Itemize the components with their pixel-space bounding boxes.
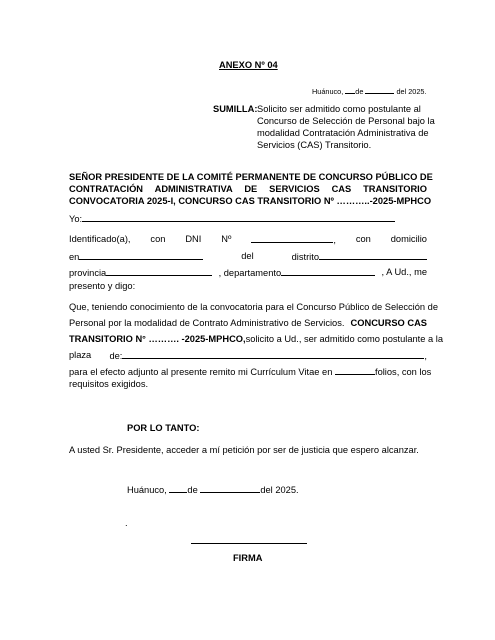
body-line-6: requisitos exigidos. xyxy=(69,379,149,389)
con-label-2: con xyxy=(355,234,371,244)
identificado-label: Identificado(a), xyxy=(69,234,131,244)
identificado-line xyxy=(69,233,427,246)
folios-field[interactable] xyxy=(335,365,375,375)
addressee-line-1: SEÑOR PRESIDENTE DE LA COMITÉ PERMANENTE DE CONCURSO PÚBLICO DE xyxy=(69,172,433,182)
firma-label: FIRMA xyxy=(233,553,263,563)
closing-day-field[interactable] xyxy=(169,483,187,493)
body-line-2 xyxy=(69,317,427,329)
sumilla-line-4: Servicios (CAS) Transitorio. xyxy=(257,140,372,150)
plaza-field[interactable] xyxy=(122,349,424,359)
yo-line xyxy=(69,212,395,225)
header-date-de: de xyxy=(355,87,364,96)
comma: , xyxy=(333,235,336,245)
dni-field[interactable] xyxy=(251,233,333,243)
address-field[interactable] xyxy=(79,250,203,260)
body-line-3-bold: TRANSITORIO N° ………. -2025-MPHCO, xyxy=(69,334,246,344)
sumilla-line-3: modalidad Contratación Administrativa de xyxy=(257,128,429,138)
plaza-de-label: de: xyxy=(109,351,123,361)
body-line-5-text: para el efecto adjunto al presente remito mi Currículum Vitae en xyxy=(69,367,333,377)
body-line-3 xyxy=(69,333,443,345)
domicilio-label: domicilio xyxy=(390,234,427,244)
header-date-line xyxy=(312,84,427,97)
signature-line[interactable] xyxy=(191,543,307,544)
presento-line: presento y digo: xyxy=(69,281,136,291)
del-label: del xyxy=(241,251,254,261)
body-line-2-bold: CONCURSO CAS xyxy=(350,318,427,328)
closing-request: A usted Sr. Presidente, acceder a mí petición por ser de justicia que espero alcanzar. xyxy=(69,445,419,455)
body-line-3-text: solicito a Ud., ser admitido como postulante a la xyxy=(245,334,443,344)
province-field[interactable] xyxy=(106,266,212,276)
closing-date-city: Huánuco, xyxy=(127,485,167,495)
day-blank[interactable] xyxy=(345,84,355,94)
sumilla-line-2: Concurso de Selección de Personal bajo la xyxy=(257,116,435,126)
en-label: en xyxy=(69,252,80,262)
departamento-label: , departamento xyxy=(218,268,282,278)
header-date-city: Huánuco, xyxy=(312,87,344,96)
addressee-line-2: CONTRATACIÓN ADMINISTRATIVA DE SERVICIOS CAS TRANSITORIO xyxy=(69,184,427,194)
yo-label: Yo: xyxy=(69,214,83,224)
closing-date-de: de xyxy=(187,485,198,495)
sumilla-label: SUMILLA: xyxy=(213,104,258,114)
closing-date-line xyxy=(127,483,299,496)
closing-date-year: del 2025. xyxy=(260,485,299,495)
address-line xyxy=(69,250,427,263)
distrito-label: distrito xyxy=(291,252,319,262)
con-label: con xyxy=(150,234,166,244)
closing-month-field[interactable] xyxy=(200,483,260,493)
plaza-comma: , xyxy=(424,351,427,361)
month-blank[interactable] xyxy=(365,84,394,94)
district-field[interactable] xyxy=(319,250,427,260)
body-line-2-text: Personal por la modalidad de Contrato Administrativo de Servicios. xyxy=(69,318,345,328)
department-field[interactable] xyxy=(281,266,375,276)
sumilla-line-1: Solicito ser admitido como postulante al xyxy=(257,104,421,114)
body-line-5 xyxy=(69,365,432,378)
a-ud-label: , A Ud., me xyxy=(381,267,427,277)
closing-dot: . xyxy=(125,518,128,528)
province-line xyxy=(69,266,427,279)
addressee-line-3: CONVOCATORIA 2025-I, CONCURSO CAS TRANSITORIO Nº ………..-2025-MPHCO xyxy=(69,196,432,206)
por-lo-tanto: POR LO TANTO: xyxy=(127,423,200,433)
dni-label: DNI xyxy=(185,234,202,244)
plaza-label: plaza xyxy=(69,350,92,360)
no-label: Nº xyxy=(221,234,232,244)
provincia-label: provincia xyxy=(69,268,107,278)
body-line-1 xyxy=(69,301,439,313)
body-line-4 xyxy=(69,349,427,362)
header-date-year: del 2025. xyxy=(396,87,427,96)
body-line-1-text: Que, teniendo conocimiento de la convocatoria para el Concurso Público de Selección de xyxy=(69,302,439,312)
body-line-5-folios: folios, con los xyxy=(374,367,432,377)
annex-title: ANEXO Nº 04 xyxy=(219,60,278,70)
name-field[interactable] xyxy=(82,212,395,222)
